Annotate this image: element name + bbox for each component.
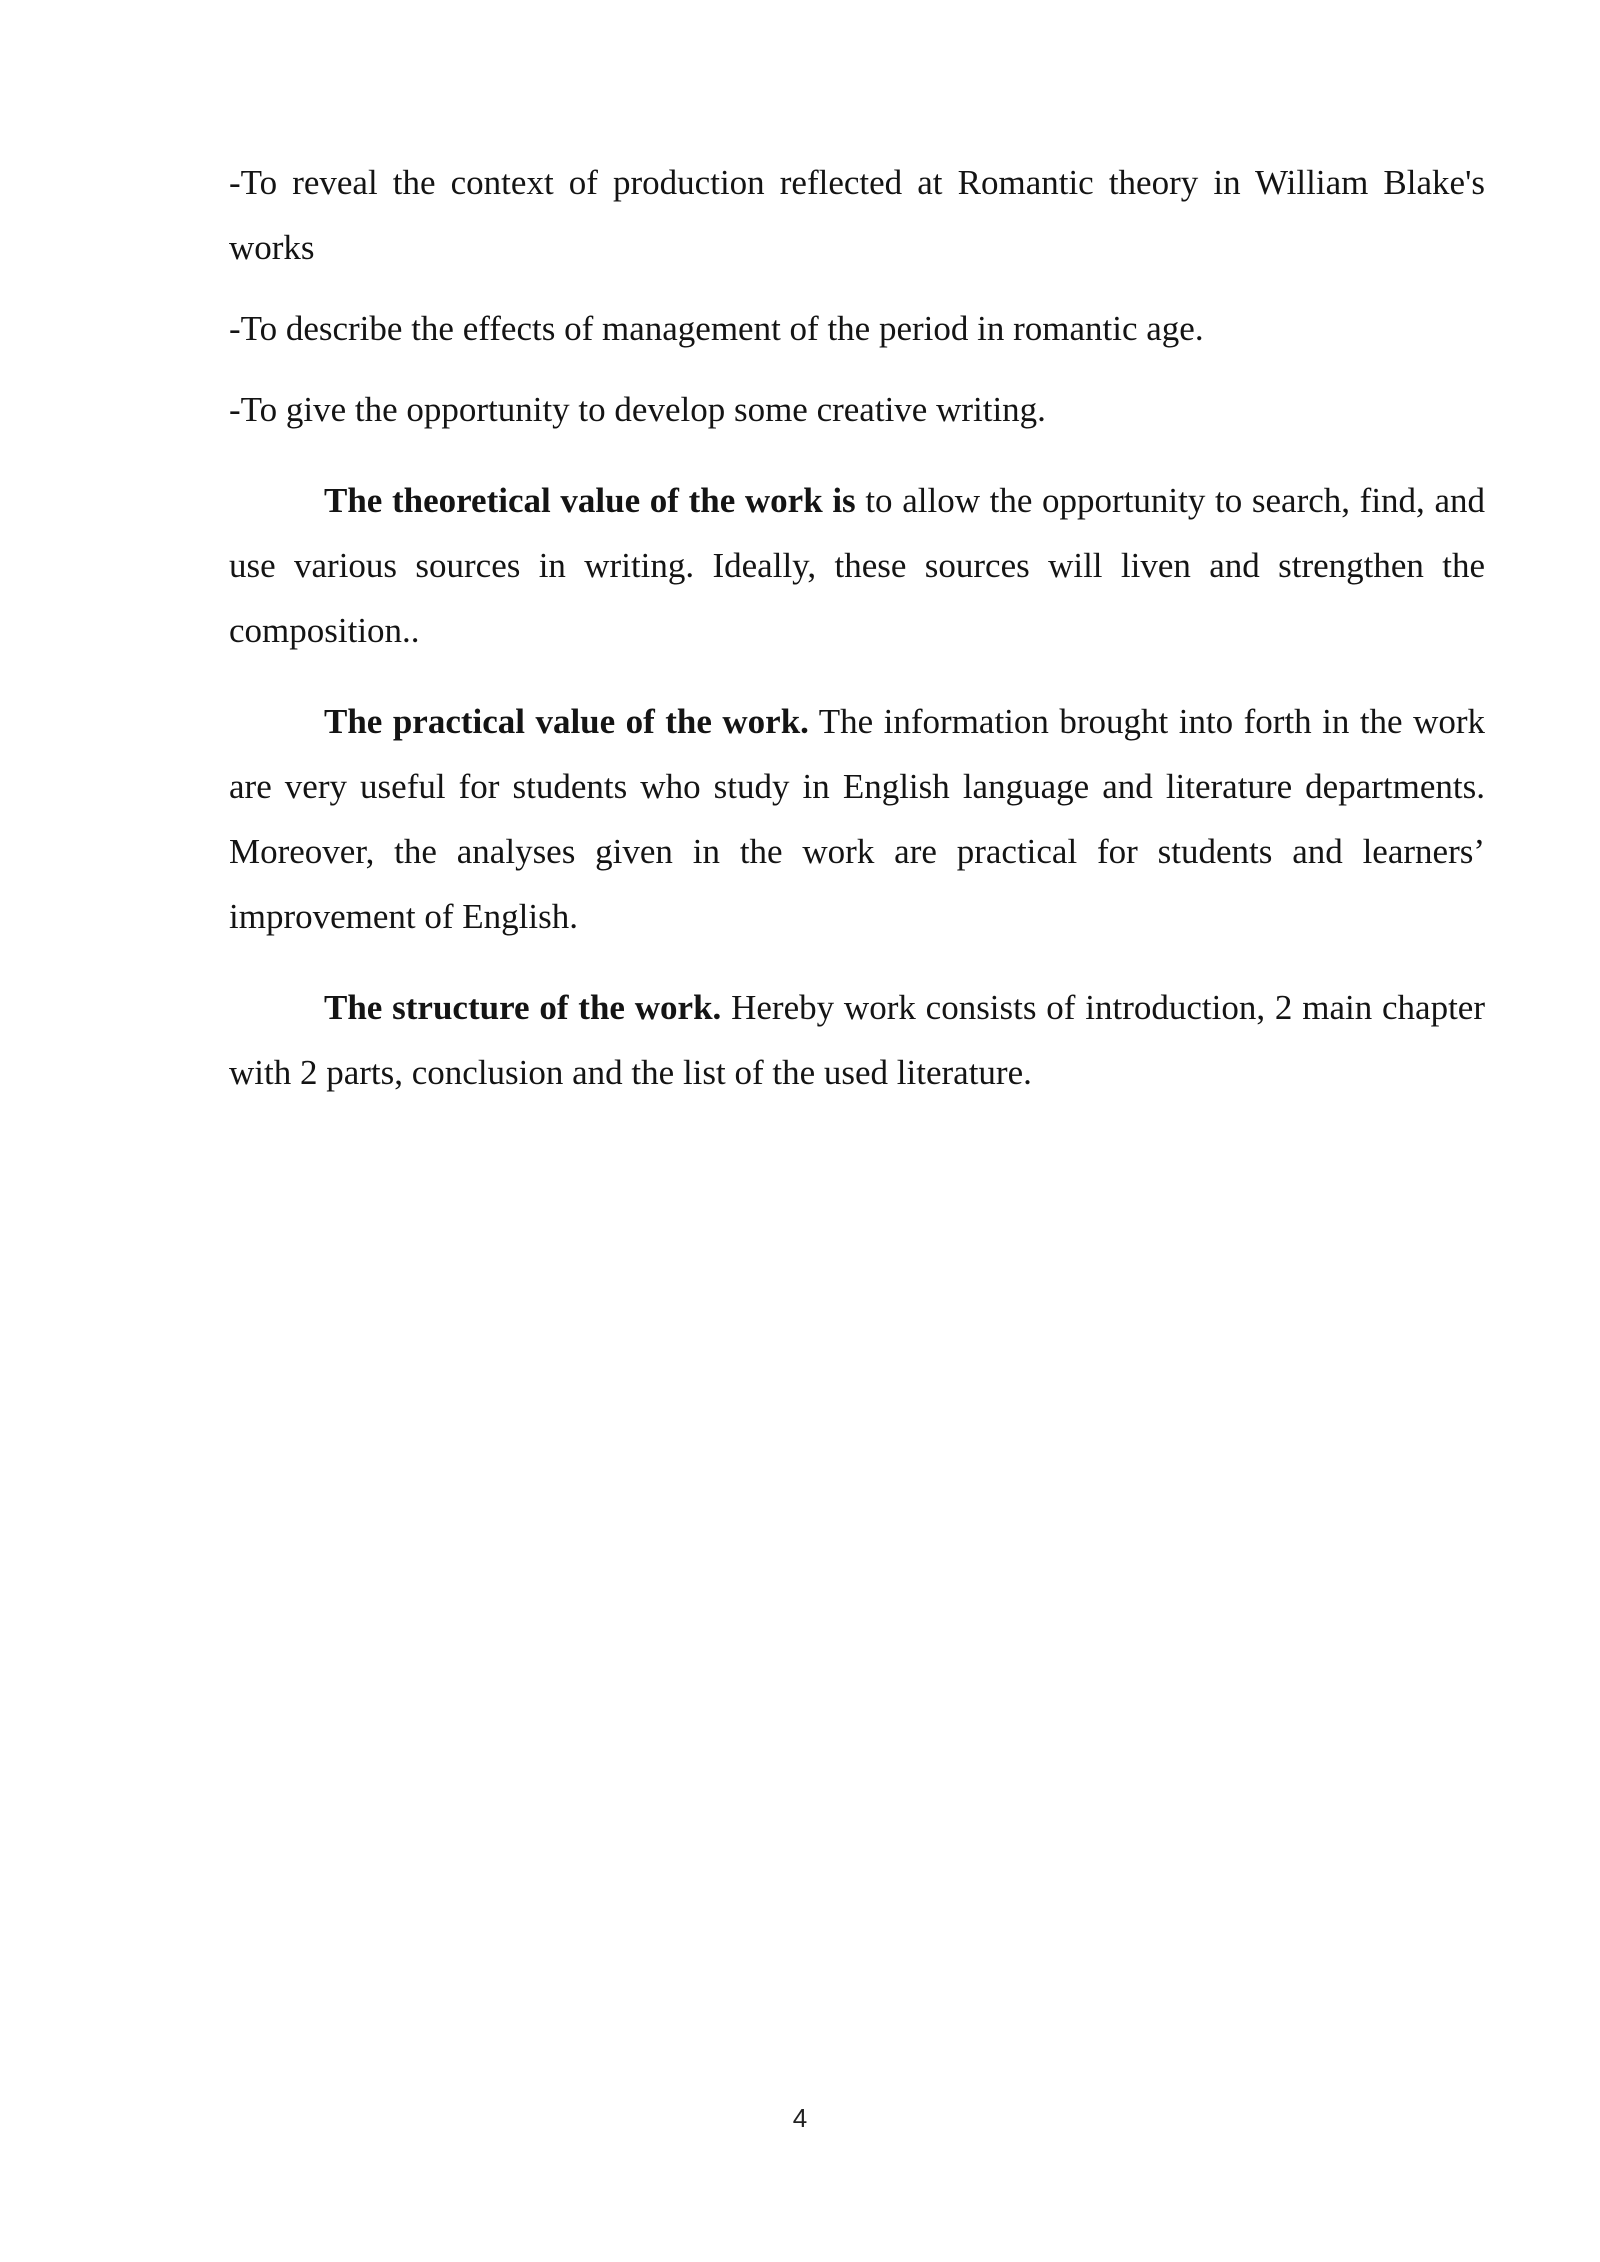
structure-body: Hereby work consists of introduction, 2 main chapter with 2 parts, conclusion and the list of the used literature. — [229, 988, 1485, 1092]
structure-heading: The structure of the work. — [324, 988, 722, 1027]
page-number: 4 — [792, 2103, 808, 2133]
objective-bullet-1: -To reveal the context of production reflected at Romantic theory in William Blake's works — [229, 163, 1485, 267]
practical-value-paragraph — [229, 689, 1485, 949]
practical-value-body: The information brought into forth in the work are very useful for students who study in English language and literature departments. Moreover, the analyses given in the work are practical for students and learners’ improvement of English. — [229, 702, 1485, 936]
structure-paragraph — [229, 975, 1485, 1105]
theoretical-value-paragraph — [229, 468, 1485, 663]
objective-bullet-3: -To give the opportunity to develop some creative writing. — [229, 390, 1046, 429]
page-content — [229, 150, 1485, 1131]
practical-value-heading: The practical value of the work. — [324, 702, 809, 741]
objective-bullet-2: -To describe the effects of management of the period in romantic age. — [229, 309, 1204, 348]
theoretical-value-body: to allow the opportunity to search, find, and use various sources in writing. Ideally, these sources will liven and strengthen the composition.. — [229, 481, 1486, 650]
theoretical-value-heading: The theoretical value of the work is — [324, 481, 856, 520]
